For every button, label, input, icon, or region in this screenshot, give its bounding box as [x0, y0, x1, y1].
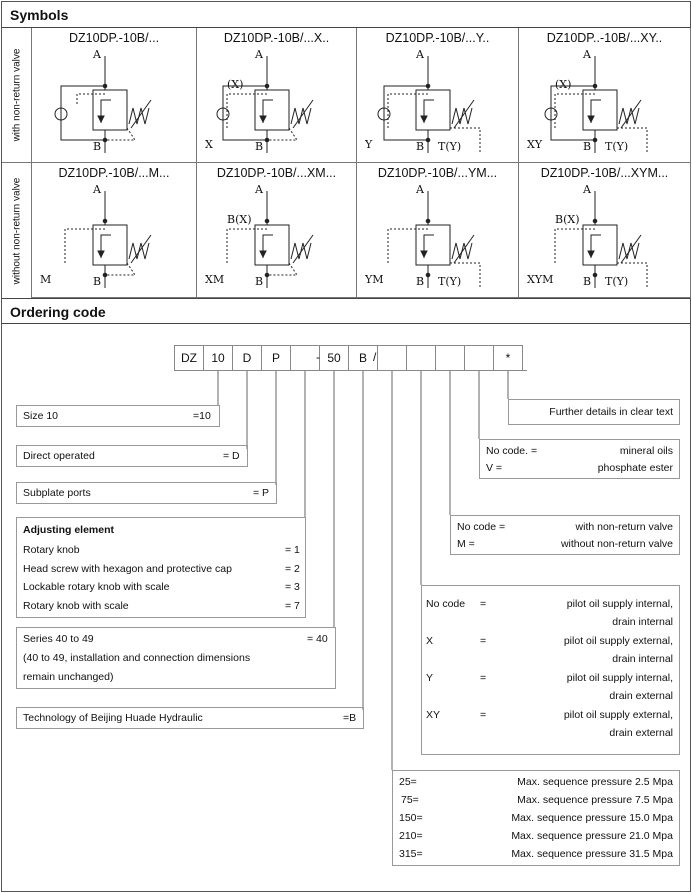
symbol-title: DZ10DP.-10B/...YM...: [377, 166, 498, 180]
drain-port-label: T(Y): [605, 275, 629, 288]
symbol-title: DZ10DP.-10B/...XYM...: [540, 166, 669, 180]
symbol-cell: [32, 163, 197, 298]
symbols-header: Symbols: [2, 2, 690, 28]
row-label-with-nrv: with non-return valve: [2, 28, 32, 163]
remote-port-label: (X): [555, 78, 572, 91]
adjusting-element-box: Adjusting element Rotary knob = 1 Head screw with hexagon and protective cap = 2 Lockable rotary knob with scale = 3 Rotary knob with scale = 7: [16, 517, 306, 618]
code-slash: /: [373, 350, 377, 364]
port-b-label: B: [255, 140, 264, 153]
valve-symbol-icon: [32, 28, 197, 163]
symbol-title: DZ10DP.-10B/...M...: [58, 166, 170, 180]
symbol-title: DZ10DP.-10B/...Y..: [385, 31, 490, 45]
symbol-cell: [357, 163, 519, 298]
port-a-label: A: [255, 48, 263, 61]
code-row-end: [523, 370, 527, 371]
port-a-label: A: [93, 183, 101, 196]
port-b-label: B: [93, 140, 102, 153]
non-return-valve-box: No code = with non-return valve M = without non-return valve: [450, 515, 680, 555]
code-cell: P: [261, 345, 291, 371]
port-b-label: B: [93, 275, 102, 288]
symbol-title: DZ10DP.-10B/...X..: [223, 31, 330, 45]
symbol-cell: [357, 28, 519, 163]
side-code-label: XYM: [527, 273, 554, 286]
code-cell: B: [348, 345, 378, 371]
code-cell: 10: [203, 345, 233, 371]
code-cell: [435, 345, 465, 371]
drain-port-label: T(Y): [438, 275, 462, 288]
symbol-title: DZ10DP..-10B/...XY..: [546, 31, 663, 45]
pressure-box: 25= Max. sequence pressure 2.5 Mpa 75= Max. sequence pressure 7.5 Mpa 150= Max. sequence pressure 15.0 Mpa 210= Max. sequence pressure 21.0 Mpa 315= Max. sequence pressure 31.5 Mpa: [392, 770, 680, 866]
drain-port-label: T(Y): [438, 140, 462, 153]
side-code-label: XM: [205, 273, 225, 286]
code-cell: 50: [319, 345, 349, 371]
port-a-label: A: [255, 183, 263, 196]
valve-symbol-icon: [197, 28, 357, 163]
port-a-label: A: [583, 183, 591, 196]
code-cell: [406, 345, 436, 371]
ordering-header: Ordering code: [2, 298, 690, 324]
symbol-title: DZ10DP.-10B/...: [68, 31, 160, 45]
seal-material-box: No code. = mineral oils V = phosphate ester: [479, 439, 680, 479]
side-code-label: XY: [527, 138, 543, 151]
remote-port-label: B(X): [555, 213, 580, 226]
code-cell: [377, 345, 407, 371]
code-cell: DZ: [174, 345, 204, 371]
code-cell: *: [493, 345, 523, 371]
symbol-cell: [197, 163, 357, 298]
symbol-cell: [32, 28, 197, 163]
pilot-oil-box: No code = pilot oil supply internal, drain internal X = pilot oil supply external, drain internal Y = pilot oil supply internal, drain external XY = pilot oil supply external, drain external: [421, 585, 680, 755]
row-label-without-nrv: without non-return valve: [2, 163, 32, 298]
port-a-label: A: [93, 48, 101, 61]
symbol-title: DZ10DP.-10B/...XM...: [216, 166, 337, 180]
direct-operated-box: Direct operated = D: [16, 445, 248, 467]
subplate-box: Subplate ports = P: [16, 482, 277, 504]
code-cell: [464, 345, 494, 371]
size-box: Size 10 =10: [16, 405, 220, 427]
technology-box: Technology of Beijing Huade Hydraulic =B: [16, 707, 364, 729]
side-code-label: YM: [365, 273, 384, 286]
side-code-label: X: [205, 138, 213, 151]
port-b-label: B: [583, 140, 592, 153]
port-b-label: B: [255, 275, 264, 288]
code-dash: -: [316, 350, 320, 364]
valve-symbol-icon: [32, 163, 197, 298]
drain-port-label: T(Y): [605, 140, 629, 153]
symbols-grid: [2, 28, 690, 298]
port-a-label: A: [416, 183, 424, 196]
port-a-label: A: [583, 48, 591, 61]
port-a-label: A: [416, 48, 424, 61]
side-code-label: Y: [365, 138, 373, 151]
symbol-cell: [519, 28, 691, 163]
series-box: Series 40 to 49 = 40 (40 to 49, installation and connection dimensions remain unchanged): [16, 627, 336, 689]
further-details-box: Further details in clear text: [508, 399, 680, 425]
side-code-label: M: [40, 273, 52, 286]
port-b-label: B: [416, 140, 425, 153]
port-b-label: B: [583, 275, 592, 288]
code-cell: D: [232, 345, 262, 371]
remote-port-label: B(X): [227, 213, 252, 226]
symbol-cell: [197, 28, 357, 163]
remote-port-label: (X): [227, 78, 244, 91]
datasheet: [1, 1, 691, 892]
symbol-cell: [519, 163, 691, 298]
port-b-label: B: [416, 275, 425, 288]
